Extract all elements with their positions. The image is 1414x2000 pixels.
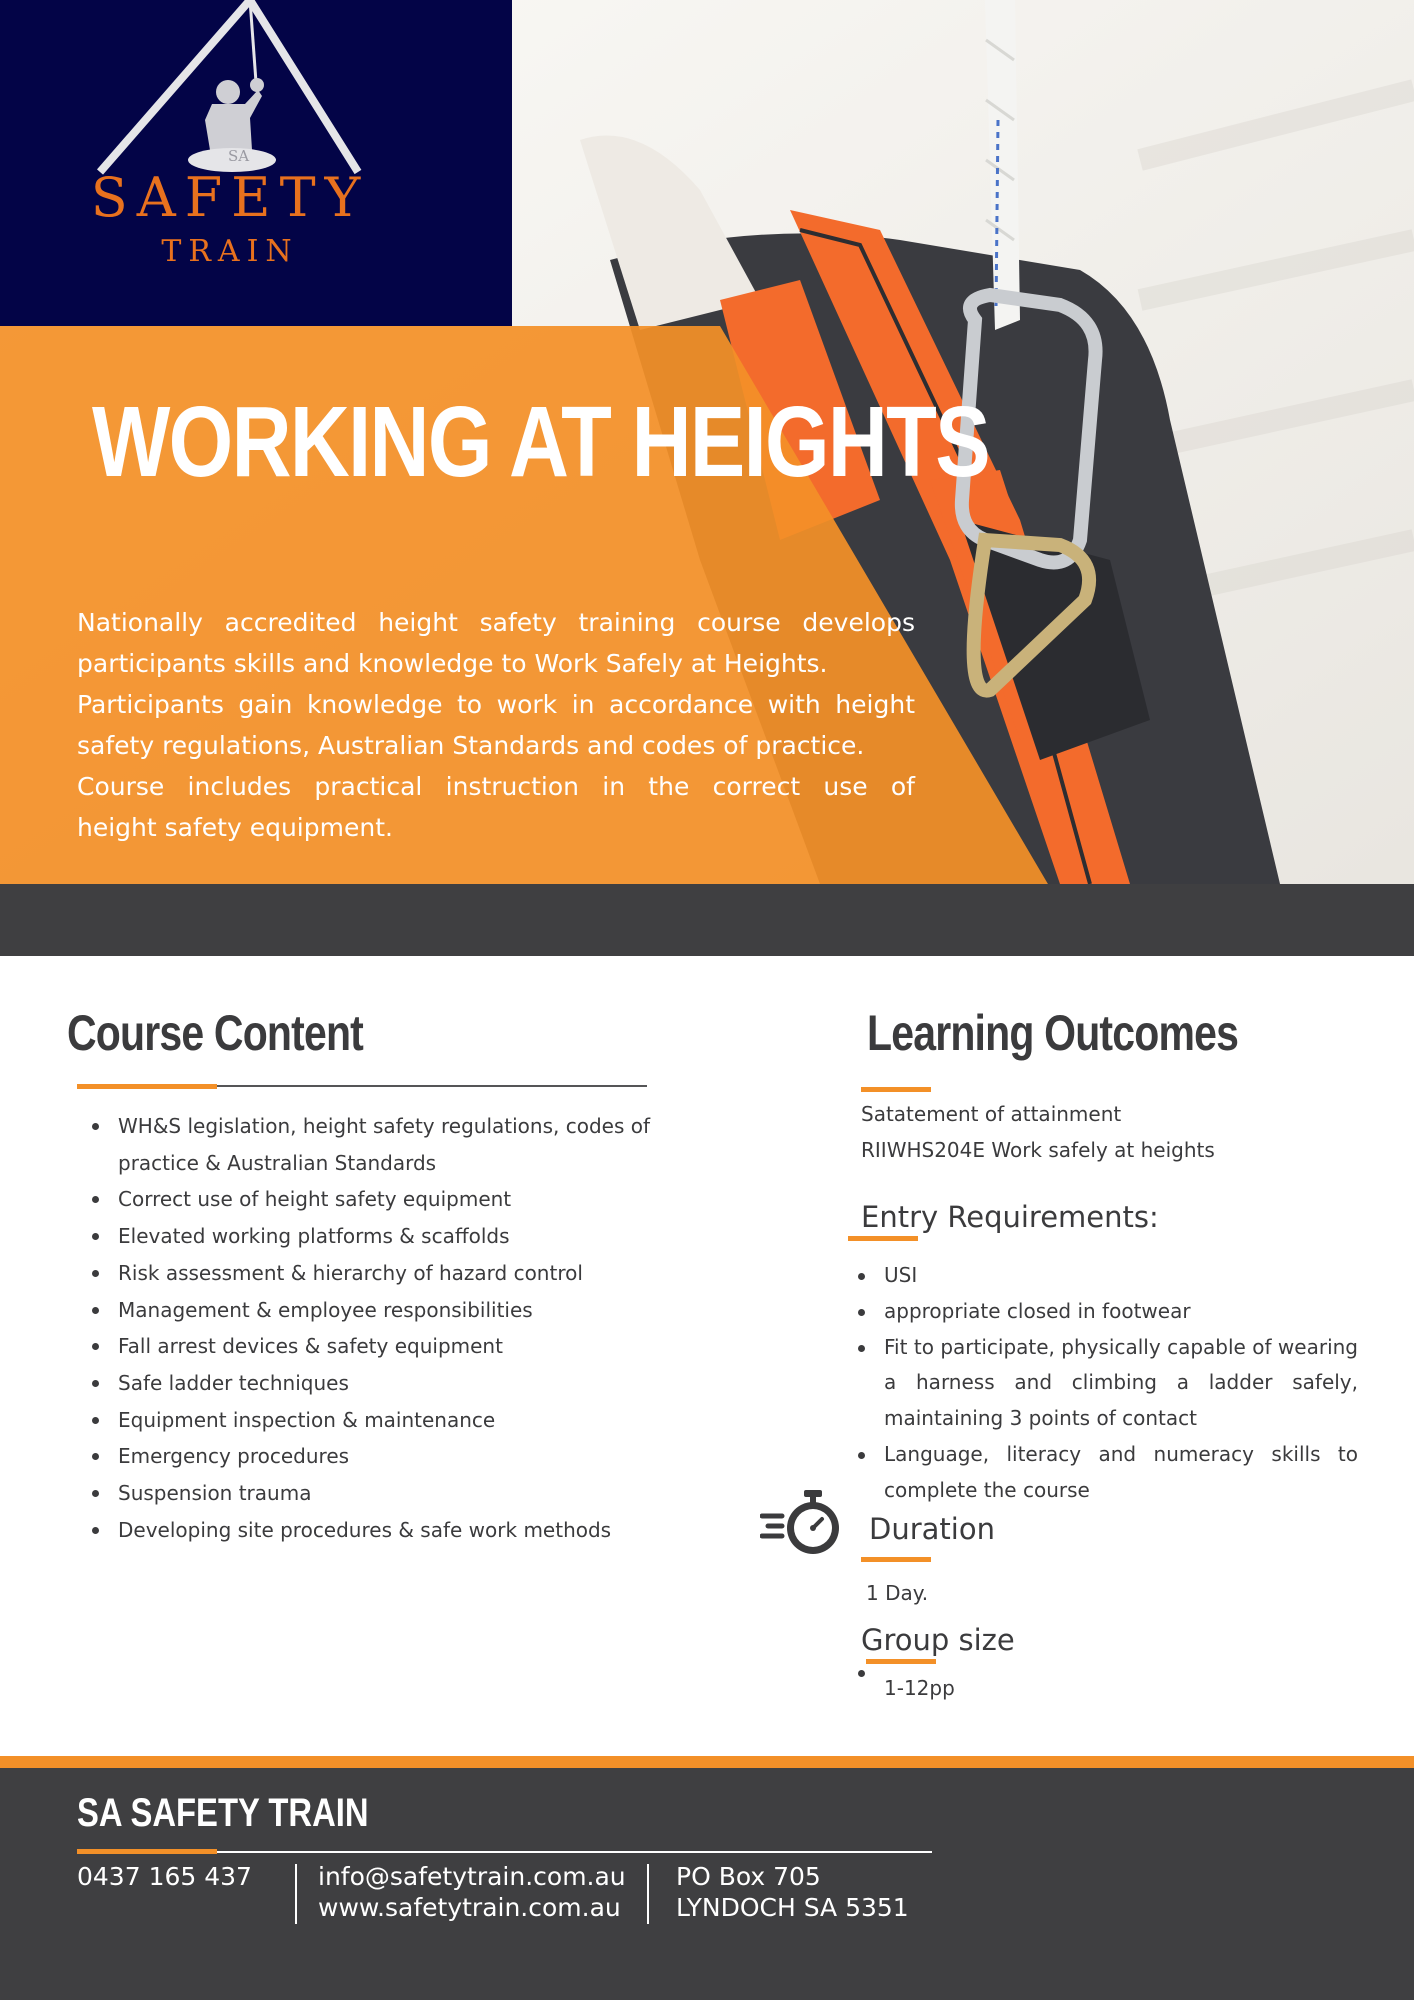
list-item: Fit to participate, physically capable of wearing a harness and climbing a ladder safely, maintaining 3 points of contact [844, 1330, 1358, 1437]
entry-requirements-accent [848, 1236, 918, 1241]
learning-outcome-line: Satatement of attainment [861, 1102, 1122, 1126]
list-item: Suspension trauma [78, 1475, 678, 1512]
logo-climber-icon [0, 0, 512, 326]
list-item: Correct use of height safety equipment [78, 1181, 678, 1218]
hero-description [77, 602, 915, 848]
footer-address-line: PO Box 705 [676, 1862, 821, 1891]
footer-divider-accent [77, 1849, 217, 1854]
group-size-list [844, 1670, 1144, 1706]
list-item: Equipment inspection & maintenance [78, 1402, 678, 1439]
list-item: Elevated working platforms & scaffolds [78, 1218, 678, 1255]
hero-description-line: safety regulations, Australian Standards and codes of practice. [77, 731, 865, 760]
list-item: Management & employee responsibilities [78, 1292, 678, 1329]
course-content-list [78, 1108, 678, 1548]
learning-outcome-line: RIIWHS204E Work safely at heights [861, 1138, 1215, 1162]
list-item: 1-12pp [844, 1670, 1144, 1706]
hero-description-line: height safety equipment. [77, 813, 393, 842]
hero-divider-band [0, 884, 1414, 956]
list-item: Developing site procedures & safe work methods [78, 1512, 678, 1549]
page-title: WORKING AT HEIGHTS [92, 386, 989, 498]
course-content-accent [77, 1084, 217, 1089]
stopwatch-icon [760, 1488, 850, 1558]
hero-description-line: Course includes practical instruction in the correct use of [77, 772, 915, 801]
logo [0, 0, 512, 326]
learning-outcomes-accent [861, 1087, 931, 1092]
logo-safety-text: SAFETY [90, 166, 370, 229]
learning-outcomes-title: Learning Outcomes [867, 1005, 1239, 1061]
footer-phone[interactable]: 0437 165 437 [77, 1862, 252, 1891]
hero-description-line: Nationally accredited height safety training course develops [77, 608, 915, 637]
hero-description-line: participants skills and knowledge to Work Safely at Heights. [77, 649, 828, 678]
list-item: WH&S legislation, height safety regulations, codes of practice & Australian Standards [78, 1108, 678, 1181]
entry-requirements-list [844, 1258, 1358, 1509]
course-content-title: Course Content [67, 1005, 364, 1061]
footer-website-link[interactable]: www.safetytrain.com.au [318, 1893, 621, 1922]
footer-address-line: LYNDOCH SA 5351 [676, 1893, 909, 1922]
footer-accent-bar [0, 1756, 1414, 1768]
list-item: Language, literacy and numeracy skills to complete the course [844, 1437, 1358, 1509]
list-item: Fall arrest devices & safety equipment [78, 1328, 678, 1365]
list-item: USI [844, 1258, 1358, 1294]
footer-brand: SA SAFETY TRAIN [77, 1791, 369, 1835]
logo-train-text: TRAIN [161, 234, 299, 269]
group-size-accent [866, 1659, 936, 1664]
logo-sa-text: SA [228, 147, 250, 165]
list-item: appropriate closed in footwear [844, 1294, 1358, 1330]
list-item: Safe ladder techniques [78, 1365, 678, 1402]
duration-accent [861, 1557, 931, 1562]
list-item: Emergency procedures [78, 1438, 678, 1475]
group-size-title: Group size [861, 1623, 1015, 1657]
hero-description-line: Participants gain knowledge to work in accordance with height [77, 690, 915, 719]
list-item: Risk assessment & hierarchy of hazard control [78, 1255, 678, 1292]
footer-email-link[interactable]: info@safetytrain.com.au [318, 1862, 626, 1891]
footer-separator [647, 1864, 649, 1924]
footer-separator [295, 1864, 297, 1924]
entry-requirements-title: Entry Requirements: [861, 1200, 1159, 1234]
duration-value: 1 Day. [866, 1581, 929, 1605]
hero-section [0, 0, 1414, 956]
duration-title: Duration [869, 1512, 995, 1546]
